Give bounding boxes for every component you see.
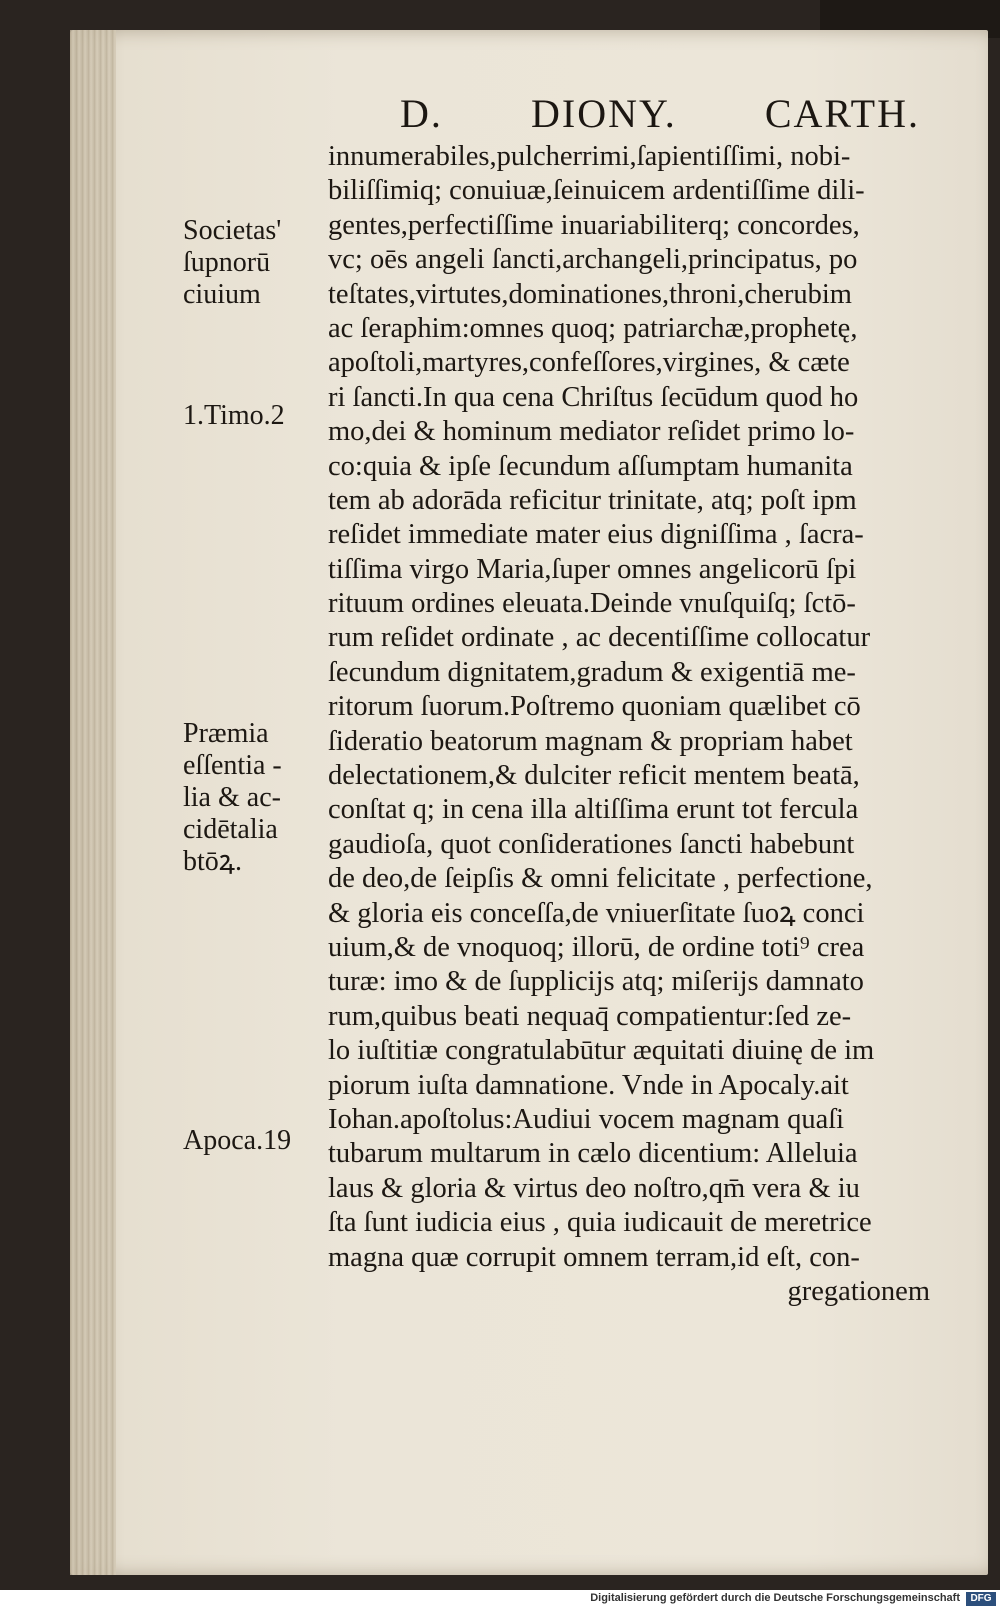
text-line: ri ſancti.In qua cena Chriſtus ſecūdum quod ho (328, 381, 859, 413)
margin-note-praemia (183, 718, 313, 878)
margin-note-line: Præmia (183, 718, 269, 749)
margin-note-line: eſſentia - (183, 750, 282, 781)
text-line: ſta ſunt iudicia eius , quia iudicauit de meretrice (328, 1207, 872, 1239)
text-line: gaudioſa, quot conſiderationes ſancti habebunt (328, 828, 855, 860)
running-head-part: D. (400, 91, 443, 136)
text-line: biliſſimiq; conuiuæ,ſeinuicem ardentiſſime dili- (328, 175, 865, 207)
text-line: gentes,perfectiſſime inuariabiliterq; concordes, (328, 209, 860, 241)
text-line: ritorum ſuorum.Poſtremo quoniam quælibet cō (328, 691, 861, 723)
running-head-part: DIONY. (531, 91, 677, 136)
text-line: rituum ordines eleuata.Deinde vnuſquiſq; ſctō- (328, 588, 856, 620)
text-line: de deo,de ſeipſis & omni felicitate , perfectione, (328, 863, 873, 895)
text-line: tem ab adorāda reficitur trinitate, atq; poſt ipm (328, 484, 857, 516)
margin-note-line: Societas' (183, 215, 282, 246)
text-line: ac ſeraphim:omnes quoq; patriarchæ,prophetę, (328, 312, 858, 344)
text-line: rum,quibus beati nequaq̄ compatientur:ſed ze- (328, 1000, 852, 1032)
text-line: conſtat q; in cena illa altiſſima erunt tot fercula (328, 794, 859, 826)
text-line: teſtates,virtutes,dominationes,throni,cherubim (328, 278, 852, 310)
text-line: tubarum multarum in cælo dicentium: Alleluia (328, 1138, 858, 1170)
text-line: Iohan.apoſtolus:Audiui vocem magnam quaſi (328, 1103, 845, 1135)
text-line: uium,& de vnoquoq; illorū, de ordine toti⁹ crea (328, 931, 865, 963)
margin-note-line: cidētalia (183, 814, 278, 845)
text-line: reſidet immediate mater eius digniſſima , ſacra- (328, 519, 864, 551)
running-head (400, 90, 920, 137)
margin-note-timothy (183, 400, 313, 432)
text-line: apoſtoli,martyres,confeſſores,virgines, & cæte (328, 347, 850, 379)
catchword: gregationem (787, 1275, 930, 1307)
text-line: mo,dei & hominum mediator reſidet primo lo- (328, 416, 855, 448)
running-head-part: CARTH. (764, 91, 920, 136)
text-line: & gloria eis conceſſa,de vniuerſitate ſuoꝝ conci (328, 897, 865, 929)
footer-credit: Digitalisierung gefördert durch die Deutsche Forschungsgemeinschaft (590, 1592, 960, 1604)
text-line: vc; oēs angeli ſancti,archangeli,principatus, po (328, 244, 858, 276)
text-line: innumerabiles,pulcherrimi,ſapientiſſimi, nobi- (328, 141, 851, 172)
margin-note-line: btōꝝ. (183, 846, 242, 877)
margin-note-apocalypse (183, 1125, 313, 1157)
dfg-logo: DFG (966, 1592, 996, 1606)
margin-note-line: lia & ac- (183, 782, 281, 813)
text-line: turæ: imo & de ſupplicijs atq; miſerijs damnato (328, 966, 864, 998)
text-line: co:quia & ipſe ſecundum aſſumptam humanita (328, 450, 853, 482)
text-line: magna quæ corrupit omnem terram,id eſt, con- (328, 1241, 860, 1273)
margin-note-societas (183, 215, 313, 311)
margin-note-line: 1.Timo.2 (183, 400, 285, 431)
text-line: tiſſima virgo Maria,ſuper omnes angelicorū ſpi (328, 553, 857, 585)
main-text-block (328, 140, 960, 1309)
margin-note-line: ſupnorū (183, 247, 271, 278)
margin-note-line: Apoca.19 (183, 1125, 292, 1156)
text-line: laus & gloria & virtus deo noſtro,qm̄ vera & iu (328, 1172, 860, 1204)
text-line: lo iuſtitiæ congratulabūtur æquitati diuinę de im (328, 1035, 875, 1067)
text-line: delectationem,& dulciter reficit mentem beatā, (328, 760, 860, 792)
page-gutter-edge (70, 30, 116, 1575)
margin-note-line: ciuium (183, 279, 261, 310)
text-line: piorum iuſta damnatione. Vnde in Apocaly.ait (328, 1069, 849, 1101)
text-line: ſideratio beatorum magnam & propriam habet (328, 725, 853, 757)
text-line: rum reſidet ordinate , ac decentiſſime collocatur (328, 622, 871, 654)
text-line: ſecundum dignitatem,gradum & exigentiā me- (328, 656, 856, 688)
